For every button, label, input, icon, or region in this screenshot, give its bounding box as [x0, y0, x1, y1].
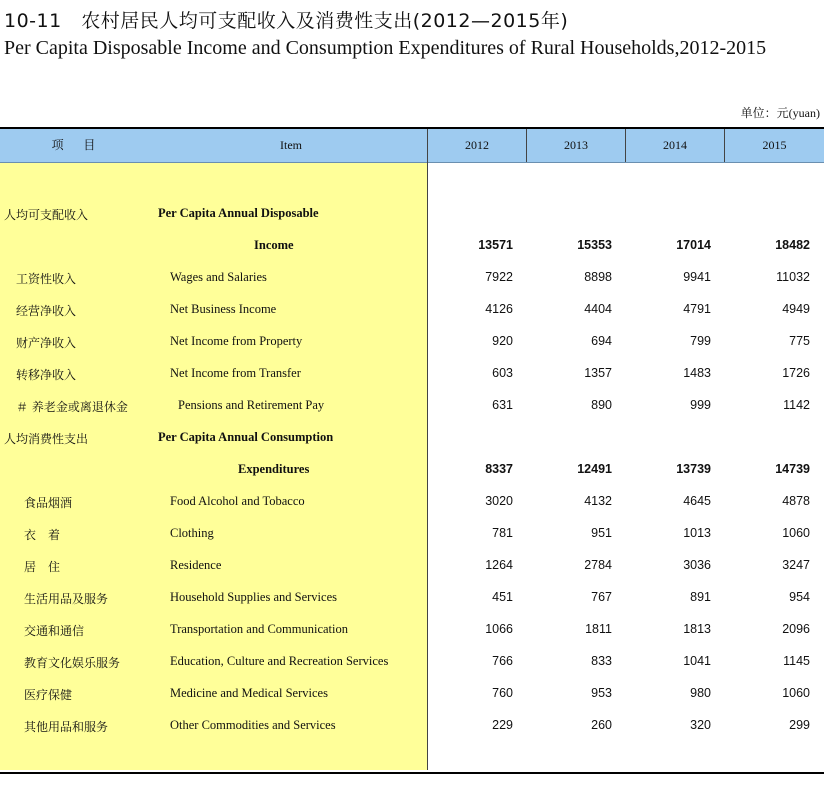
cell-value-2015: 14739 — [775, 462, 810, 476]
page-title-en: Per Capita Disposable Income and Consumption Expenditures of Rural Households,2012-2015 — [4, 37, 767, 59]
header-item-en: Item — [280, 138, 302, 152]
row-label-en: Food Alcohol and Tobacco — [170, 494, 305, 508]
cell-value-2012: 760 — [492, 686, 513, 700]
row-label-cn: 食品烟酒 — [24, 496, 73, 510]
cell-value-2013: 767 — [591, 590, 612, 604]
row-label-cn: 医疗保健 — [24, 688, 73, 702]
cell-value-2012: 766 — [492, 654, 513, 668]
cell-value-2015: 1145 — [783, 654, 810, 668]
header-year-2014: 2014 — [663, 138, 687, 152]
header-divider — [625, 129, 626, 162]
row-label-en: Residence — [170, 558, 222, 572]
cell-value-2014: 980 — [690, 686, 711, 700]
row-label-en: Other Commodities and Services — [170, 718, 336, 732]
table-row-clothing — [0, 524, 824, 544]
row-label-en: Education, Culture and Recreation Services — [170, 654, 389, 668]
row-label-en: Net Income from Transfer — [170, 366, 301, 380]
cell-value-2012: 8337 — [485, 462, 513, 476]
table-row-household — [0, 588, 824, 608]
row-label-cn: 教育文化娱乐服务 — [24, 656, 121, 670]
row-label-cn: 其他用品和服务 — [24, 720, 109, 734]
header-year-2013: 2013 — [564, 138, 588, 152]
unit-label-en: (yuan) — [788, 106, 820, 120]
row-label-cn: 衣 着 — [24, 528, 61, 542]
unit-label — [741, 104, 820, 121]
row-label-en: Transportation and Communication — [170, 622, 348, 636]
table-row-transport — [0, 620, 824, 640]
cell-value-2014: 799 — [690, 334, 711, 348]
table-row-property — [0, 332, 824, 352]
cell-value-2013: 1811 — [585, 622, 612, 636]
cell-value-2013: 8898 — [584, 270, 612, 284]
cell-value-2014: 999 — [690, 398, 711, 412]
row-label-cn: 转移净收入 — [16, 368, 77, 382]
row-label-cn: 人均消费性支出 — [4, 432, 89, 446]
row-label-en: Pensions and Retirement Pay — [178, 398, 325, 412]
cell-value-2014: 13739 — [676, 462, 711, 476]
row-label-cn: ＃ 养老金或离退休金 — [16, 400, 128, 414]
cell-value-2013: 1357 — [584, 366, 612, 380]
cell-value-2014: 17014 — [676, 238, 711, 252]
table-row-other — [0, 716, 824, 736]
cell-value-2015: 3247 — [782, 558, 810, 572]
cell-value-2014: 1483 — [683, 366, 711, 380]
table-row-wages — [0, 268, 824, 288]
table-row-residence — [0, 556, 824, 576]
header-item-cn: 项 目 — [51, 138, 104, 152]
cell-value-2013: 953 — [591, 686, 612, 700]
row-label-cn: 经营净收入 — [16, 304, 77, 318]
row-label-en: Net Business Income — [170, 302, 277, 316]
data-table — [0, 127, 824, 774]
unit-label-cn: 单位：元 — [740, 106, 789, 120]
cell-value-2012: 13571 — [478, 238, 513, 252]
cell-value-2014: 4645 — [683, 494, 711, 508]
cell-value-2014: 1013 — [683, 526, 711, 540]
cell-value-2012: 920 — [492, 334, 513, 348]
cell-value-2015: 1142 — [783, 398, 810, 412]
cell-value-2012: 781 — [492, 526, 513, 540]
cell-value-2015: 775 — [789, 334, 810, 348]
cell-value-2014: 9941 — [683, 270, 711, 284]
table-row-education — [0, 652, 824, 672]
table-row-transfer — [0, 364, 824, 384]
cell-value-2013: 260 — [591, 718, 612, 732]
cell-value-2015: 11032 — [776, 270, 810, 284]
row-label-en: Expenditures — [238, 462, 310, 476]
cell-value-2012: 3020 — [485, 494, 513, 508]
cell-value-2013: 15353 — [577, 238, 612, 252]
cell-value-2012: 229 — [492, 718, 513, 732]
row-label-cn: 工资性收入 — [16, 272, 77, 286]
cell-value-2012: 451 — [492, 590, 513, 604]
cell-value-2013: 4404 — [584, 302, 612, 316]
row-label-en: Clothing — [170, 526, 214, 540]
row-label-en: Wages and Salaries — [170, 270, 267, 284]
row-label-en: Medicine and Medical Services — [170, 686, 328, 700]
cell-value-2015: 954 — [789, 590, 810, 604]
cell-value-2015: 1726 — [782, 366, 810, 380]
cell-value-2015: 4949 — [782, 302, 810, 316]
row-label-en: Net Income from Property — [170, 334, 303, 348]
cell-value-2014: 1813 — [683, 622, 711, 636]
cell-value-2014: 1041 — [683, 654, 711, 668]
cell-value-2012: 4126 — [485, 302, 513, 316]
cell-value-2015: 2096 — [782, 622, 810, 636]
cell-value-2012: 603 — [492, 366, 513, 380]
cell-value-2015: 18482 — [775, 238, 810, 252]
table-row-income-total — [0, 236, 824, 256]
table-row-income-heading — [0, 204, 824, 224]
cell-value-2014: 320 — [690, 718, 711, 732]
cell-value-2013: 12491 — [577, 462, 612, 476]
cell-value-2013: 694 — [591, 334, 612, 348]
cell-value-2013: 4132 — [584, 494, 612, 508]
header-year-2015: 2015 — [762, 138, 787, 152]
row-label-en: Per Capita Annual Disposable — [158, 206, 319, 220]
cell-value-2015: 1060 — [782, 526, 810, 540]
cell-value-2014: 3036 — [683, 558, 711, 572]
header-divider — [724, 129, 725, 162]
row-label-en: Household Supplies and Services — [170, 590, 337, 604]
cell-value-2012: 631 — [492, 398, 513, 412]
row-label-en: Income — [254, 238, 294, 252]
cell-value-2013: 890 — [591, 398, 612, 412]
page-title-cn: 10-11 农村居民人均可支配收入及消费性支出(2012—2015年) — [4, 10, 569, 32]
table-row-consumption-heading — [0, 428, 824, 448]
cell-value-2013: 833 — [591, 654, 612, 668]
header-divider — [526, 129, 527, 162]
cell-value-2012: 1066 — [485, 622, 513, 636]
row-label-en: Per Capita Annual Consumption — [158, 430, 334, 444]
cell-value-2012: 1264 — [485, 558, 513, 572]
cell-value-2013: 2784 — [584, 558, 612, 572]
row-label-cn: 财产净收入 — [16, 336, 77, 350]
table-header — [0, 129, 824, 163]
cell-value-2015: 4878 — [782, 494, 810, 508]
table-row-business — [0, 300, 824, 320]
row-label-cn: 人均可支配收入 — [4, 208, 89, 222]
cell-value-2014: 4791 — [683, 302, 711, 316]
header-year-2012: 2012 — [465, 138, 489, 152]
column-divider — [427, 129, 428, 770]
table-row-pensions — [0, 396, 824, 416]
table-row-medicine — [0, 684, 824, 704]
cell-value-2014: 891 — [690, 590, 711, 604]
row-label-cn: 生活用品及服务 — [24, 592, 109, 606]
table-row-food — [0, 492, 824, 512]
cell-value-2013: 951 — [591, 526, 612, 540]
row-label-cn: 居 住 — [24, 560, 61, 574]
cell-value-2015: 299 — [789, 718, 810, 732]
row-label-cn: 交通和通信 — [24, 624, 85, 638]
table-row-consumption-total — [0, 460, 824, 480]
cell-value-2015: 1060 — [782, 686, 810, 700]
cell-value-2012: 7922 — [485, 270, 513, 284]
